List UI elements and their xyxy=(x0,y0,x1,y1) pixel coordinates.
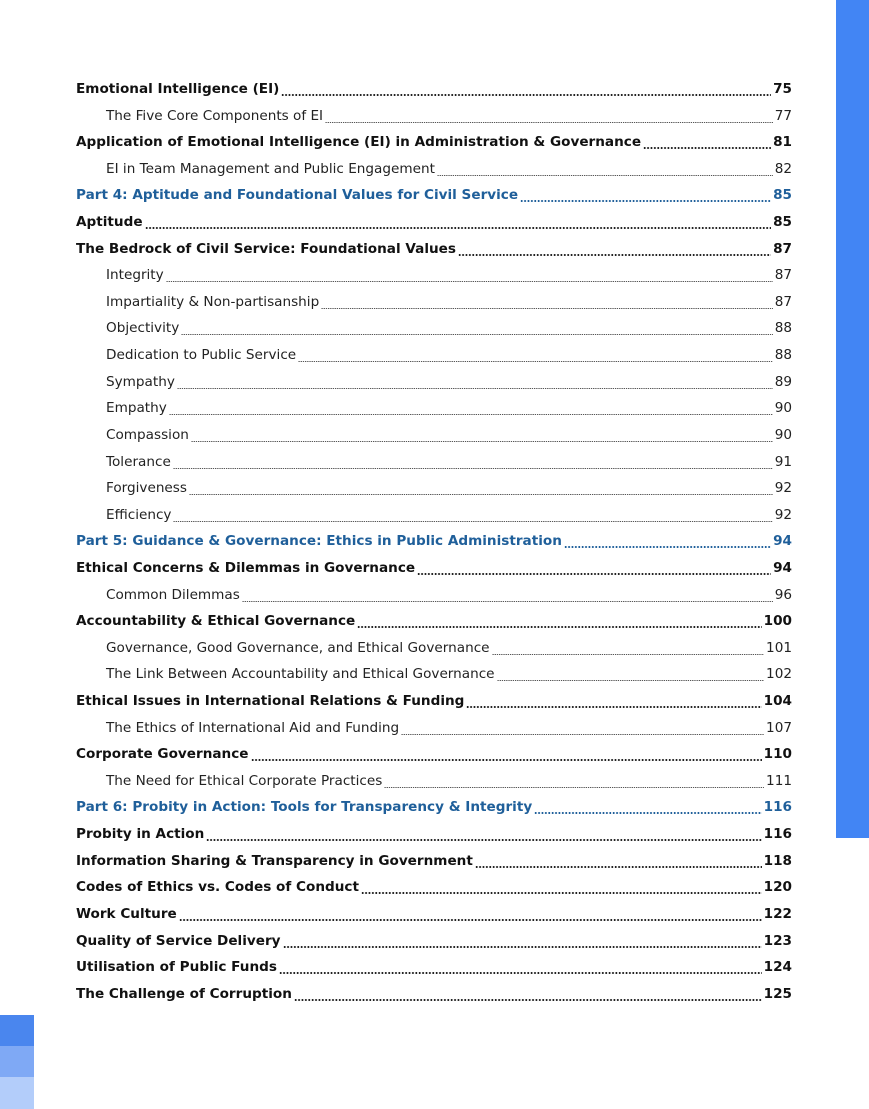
dot-leader xyxy=(643,129,771,156)
dot-leader xyxy=(145,209,772,236)
toc-entry[interactable] xyxy=(76,688,792,715)
dot-leader xyxy=(189,475,773,502)
toc-entry[interactable] xyxy=(76,981,792,1008)
corner-accent-block-dark xyxy=(0,1015,34,1046)
toc-page-number: 101 xyxy=(766,639,792,656)
dot-leader xyxy=(251,741,762,768)
toc-subentry[interactable] xyxy=(76,103,792,130)
corner-accent-block-light xyxy=(0,1077,34,1109)
dot-leader xyxy=(294,981,762,1008)
toc-entry-title: The Need for Ethical Corporate Practices xyxy=(106,772,383,789)
toc-page-number: 124 xyxy=(763,959,792,976)
toc-page-number: 75 xyxy=(773,81,792,97)
toc-entry-title: Objectivity xyxy=(106,320,180,337)
toc-page-number: 92 xyxy=(774,480,792,497)
toc-entry[interactable] xyxy=(76,821,792,848)
toc-subentry[interactable] xyxy=(76,395,792,422)
dot-leader xyxy=(173,502,772,529)
toc-entry[interactable] xyxy=(76,608,792,635)
toc-page-number: 81 xyxy=(773,134,792,151)
toc-subentry[interactable] xyxy=(76,156,792,183)
toc-page-number: 92 xyxy=(774,506,792,523)
dot-leader xyxy=(564,528,771,555)
toc-page-number: 125 xyxy=(763,985,792,1002)
toc-entry[interactable] xyxy=(76,209,792,236)
toc-entry[interactable] xyxy=(76,901,792,928)
toc-entry-title: Aptitude xyxy=(76,214,143,231)
toc-page-number: 88 xyxy=(774,320,792,337)
toc-subentry[interactable] xyxy=(76,715,792,742)
dot-leader xyxy=(497,661,764,688)
dot-leader xyxy=(534,794,761,821)
toc-page-number: 116 xyxy=(763,799,792,816)
toc-entry-title: EI in Team Management and Public Engagement xyxy=(106,160,435,177)
toc-subentry[interactable] xyxy=(76,661,792,688)
corner-accent-block-mid xyxy=(0,1046,34,1077)
toc-entry[interactable] xyxy=(76,928,792,955)
toc-entry-title: The Challenge of Corruption xyxy=(76,985,292,1002)
toc-entry[interactable] xyxy=(76,848,792,875)
dot-leader xyxy=(492,635,765,662)
dot-leader xyxy=(169,395,773,422)
dot-leader xyxy=(191,422,773,449)
toc-entry-title: Accountability & Ethical Governance xyxy=(76,613,356,630)
toc-page-number: 91 xyxy=(774,453,792,470)
dot-leader xyxy=(173,449,773,476)
toc-entry-title: Work Culture xyxy=(76,905,177,922)
toc-entry-title: Information Sharing & Transparency in Government xyxy=(76,852,473,869)
dot-leader xyxy=(401,715,764,742)
toc-entry-title: The Ethics of International Aid and Funding xyxy=(106,719,400,736)
dot-leader xyxy=(242,582,773,609)
toc-page-number: 96 xyxy=(774,586,792,603)
toc-page-number: 87 xyxy=(773,240,792,257)
toc-page-number: 87 xyxy=(774,293,792,310)
dot-leader xyxy=(166,262,773,289)
dot-leader xyxy=(298,342,773,369)
toc-part-heading[interactable] xyxy=(76,794,792,821)
toc-entry[interactable] xyxy=(76,236,792,263)
toc-subentry[interactable] xyxy=(76,635,792,662)
dot-leader xyxy=(279,954,762,981)
toc-entry[interactable] xyxy=(76,874,792,901)
toc-entry-title: Efficiency xyxy=(106,506,172,523)
toc-subentry[interactable] xyxy=(76,289,792,316)
toc-page-number: 90 xyxy=(774,426,792,443)
toc-entry-title: Dedication to Public Service xyxy=(106,347,297,364)
toc-page-number: 110 xyxy=(763,746,792,763)
dot-leader xyxy=(325,103,773,130)
toc-entry-title: Empathy xyxy=(106,400,167,417)
toc-page-number: 85 xyxy=(773,187,792,204)
toc-entry-title: Impartiality & Non-partisanship xyxy=(106,293,320,310)
dot-leader xyxy=(357,608,761,635)
toc-subentry[interactable] xyxy=(76,315,792,342)
toc-entry-title: Utilisation of Public Funds xyxy=(76,959,277,976)
toc-page-number: 88 xyxy=(774,347,792,364)
toc-entry-title: Probity in Action xyxy=(76,826,205,843)
dot-leader xyxy=(458,236,771,263)
toc-subentry[interactable] xyxy=(76,422,792,449)
toc-subentry[interactable] xyxy=(76,475,792,502)
toc-subentry[interactable] xyxy=(76,582,792,609)
toc-page-number: 123 xyxy=(763,932,792,949)
dot-leader xyxy=(417,555,771,582)
toc-page-number: 82 xyxy=(774,160,792,177)
toc-page-number: 122 xyxy=(763,905,792,922)
toc-page-number: 100 xyxy=(763,613,792,630)
toc-page-number: 118 xyxy=(763,852,792,869)
toc-entry-title: Quality of Service Delivery xyxy=(76,932,281,949)
dot-leader xyxy=(321,289,772,316)
dot-leader xyxy=(437,156,773,183)
toc-subentry[interactable] xyxy=(76,768,792,795)
toc-subentry[interactable] xyxy=(76,502,792,529)
toc-part-heading[interactable] xyxy=(76,182,792,209)
toc-page-number: 85 xyxy=(773,214,792,231)
toc-entry-title: The Bedrock of Civil Service: Foundational Values xyxy=(76,240,456,257)
toc-page-number: 94 xyxy=(773,533,792,550)
toc-entry-title: Common Dilemmas xyxy=(106,586,240,603)
toc-page-number: 87 xyxy=(774,267,792,284)
toc-entry-title: Governance, Good Governance, and Ethical Governance xyxy=(106,639,490,656)
dot-leader xyxy=(281,76,771,103)
toc-entry-title: Codes of Ethics vs. Codes of Conduct xyxy=(76,879,359,896)
toc-entry-title: Part 5: Guidance & Governance: Ethics in Public Administration xyxy=(76,533,562,550)
dot-leader xyxy=(384,768,764,795)
toc-entry-title: The Five Core Components of EI xyxy=(106,107,324,124)
dot-leader xyxy=(179,901,762,928)
toc-page-number: 90 xyxy=(774,400,792,417)
dot-leader xyxy=(520,182,771,209)
toc-entry-title: Compassion xyxy=(106,426,189,443)
toc-page-number: 89 xyxy=(774,373,792,390)
toc-entry-title: The Link Between Accountability and Ethical Governance xyxy=(106,666,495,683)
toc-subentry[interactable] xyxy=(76,449,792,476)
toc-entry[interactable] xyxy=(76,76,792,103)
toc-entry[interactable] xyxy=(76,555,792,582)
toc-entry-title: Forgiveness xyxy=(106,480,187,497)
toc-page-number: 107 xyxy=(766,719,792,736)
toc-entry-title: Sympathy xyxy=(106,373,175,390)
dot-leader xyxy=(177,369,773,396)
toc-entry-title: Ethical Issues in International Relations & Funding xyxy=(76,693,465,710)
toc-part-heading[interactable] xyxy=(76,528,792,555)
toc-page-number: 94 xyxy=(773,559,792,576)
toc-entry[interactable] xyxy=(76,954,792,981)
toc-page-number: 104 xyxy=(763,693,792,710)
dot-leader xyxy=(181,315,772,342)
toc-entry[interactable] xyxy=(76,129,792,156)
toc-page-number: 111 xyxy=(766,772,792,789)
toc-page-number: 116 xyxy=(763,826,792,843)
toc-subentry[interactable] xyxy=(76,369,792,396)
dot-leader xyxy=(475,848,762,875)
toc-entry-title: Corporate Governance xyxy=(76,746,249,763)
toc-entry-title: Part 4: Aptitude and Foundational Values for Civil Service xyxy=(76,187,519,204)
toc-entry-title: Application of Emotional Intelligence (EI) in Administration & Governance xyxy=(76,134,642,151)
toc-entry-title: Tolerance xyxy=(106,453,171,470)
dot-leader xyxy=(283,928,762,955)
right-accent-bar xyxy=(836,0,869,838)
toc-page-number: 102 xyxy=(766,666,792,683)
toc-page-number: 77 xyxy=(774,107,792,124)
table-of-contents xyxy=(76,76,792,1007)
toc-entry-title: Integrity xyxy=(106,267,164,284)
toc-entry-title: Emotional Intelligence (EI) xyxy=(76,81,280,97)
toc-page-number: 120 xyxy=(763,879,792,896)
toc-entry-title: Ethical Concerns & Dilemmas in Governance xyxy=(76,559,416,576)
toc-entry-title: Part 6: Probity in Action: Tools for Transparency & Integrity xyxy=(76,799,533,816)
dot-leader xyxy=(466,688,761,715)
toc-entry[interactable] xyxy=(76,741,792,768)
dot-leader xyxy=(361,874,762,901)
toc-subentry[interactable] xyxy=(76,342,792,369)
dot-leader xyxy=(206,821,761,848)
toc-subentry[interactable] xyxy=(76,262,792,289)
